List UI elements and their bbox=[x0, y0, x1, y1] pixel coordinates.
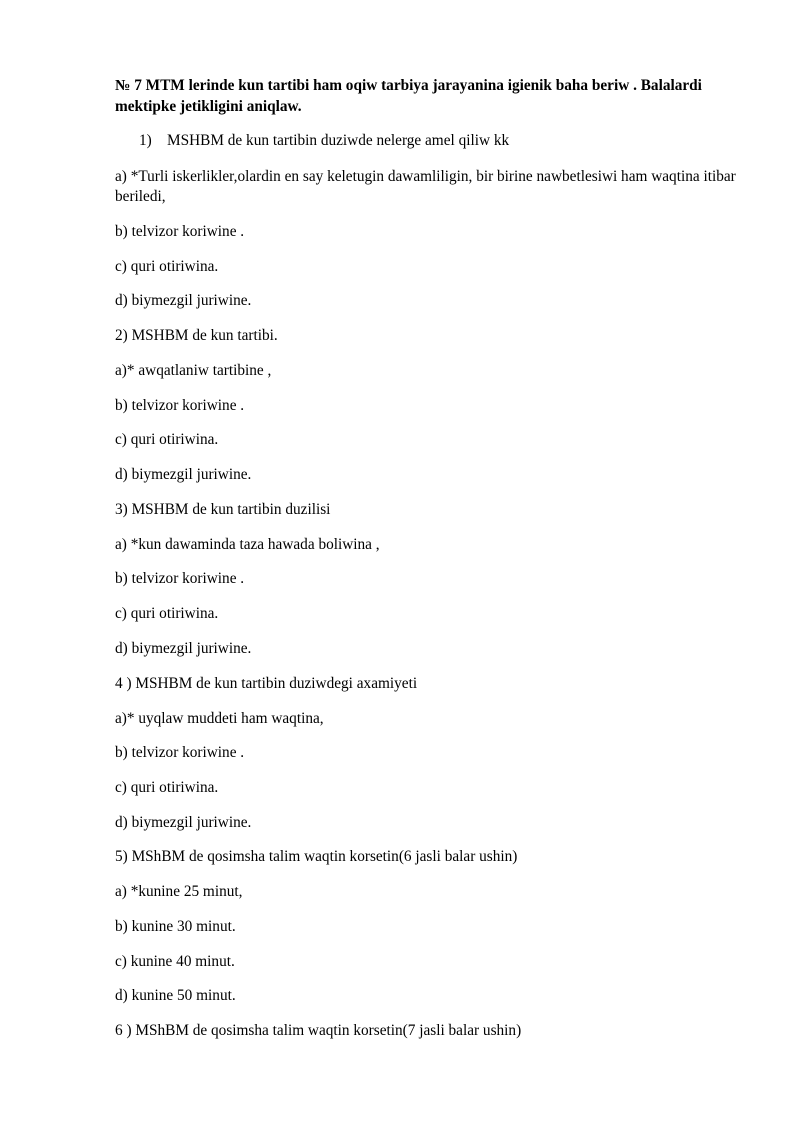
document-title: № 7 MTM lerinde kun tartibi ham oqiw tarbiya jarayanina igienik baha beriw . Balalardi mektipke jetikligini aniqlaw. bbox=[115, 77, 702, 115]
question-5-option-d: d) kunine 50 minut. bbox=[115, 987, 236, 1004]
question-1-option-b: b) telvizor koriwine . bbox=[115, 223, 245, 240]
question-5-option-a: a) *kunine 25 minut, bbox=[115, 883, 243, 900]
question-5-option-c: c) kunine 40 minut. bbox=[115, 953, 235, 970]
question-3-option-a: a) *kun dawaminda taza hawada boliwina , bbox=[115, 536, 380, 553]
question-2-option-b: b) telvizor koriwine . bbox=[115, 397, 245, 414]
question-4-option-b: b) telvizor koriwine . bbox=[115, 744, 245, 761]
question-6: 6 ) MShBM de qosimsha talim waqtin korsetin(7 jasli balar ushin) bbox=[115, 1022, 522, 1039]
question-2-option-a: a)* awqatlaniw tartibine , bbox=[115, 362, 272, 379]
question-5-option-b: b) kunine 30 minut. bbox=[115, 918, 236, 935]
question-5: 5) MShBM de qosimsha talim waqtin korsetin(6 jasli balar ushin) bbox=[115, 848, 518, 865]
question-4: 4 ) MSHBM de kun tartibin duziwdegi axamiyeti bbox=[115, 675, 418, 692]
question-2-option-d: d) biymezgil juriwine. bbox=[115, 466, 252, 483]
question-2-option-c: c) quri otiriwina. bbox=[115, 431, 219, 448]
question-1 bbox=[139, 131, 509, 151]
question-3-option-b: b) telvizor koriwine . bbox=[115, 570, 245, 587]
question-1-option-a: a) *Turli iskerlikler,olardin en say keletugin dawamliligin, bir birine nawbetlesiwi ham waqtina itibar beriledi, bbox=[115, 168, 736, 205]
question-2: 2) MSHBM de kun tartibi. bbox=[115, 327, 278, 344]
question-3-option-d: d) biymezgil juriwine. bbox=[115, 640, 252, 657]
question-4-option-d: d) biymezgil juriwine. bbox=[115, 814, 252, 831]
question-3-option-c: c) quri otiriwina. bbox=[115, 605, 219, 622]
question-1-number: 1) bbox=[139, 132, 152, 149]
question-1-option-d: d) biymezgil juriwine. bbox=[115, 292, 252, 309]
question-4-option-c: c) quri otiriwina. bbox=[115, 779, 219, 796]
question-3: 3) MSHBM de kun tartibin duzilisi bbox=[115, 501, 331, 518]
question-1-option-c: c) quri otiriwina. bbox=[115, 258, 219, 275]
question-4-option-a: a)* uyqlaw muddeti ham waqtina, bbox=[115, 710, 324, 727]
question-1-text: MSHBM de kun tartibin duziwde nelerge amel qiliw kk bbox=[167, 132, 510, 149]
